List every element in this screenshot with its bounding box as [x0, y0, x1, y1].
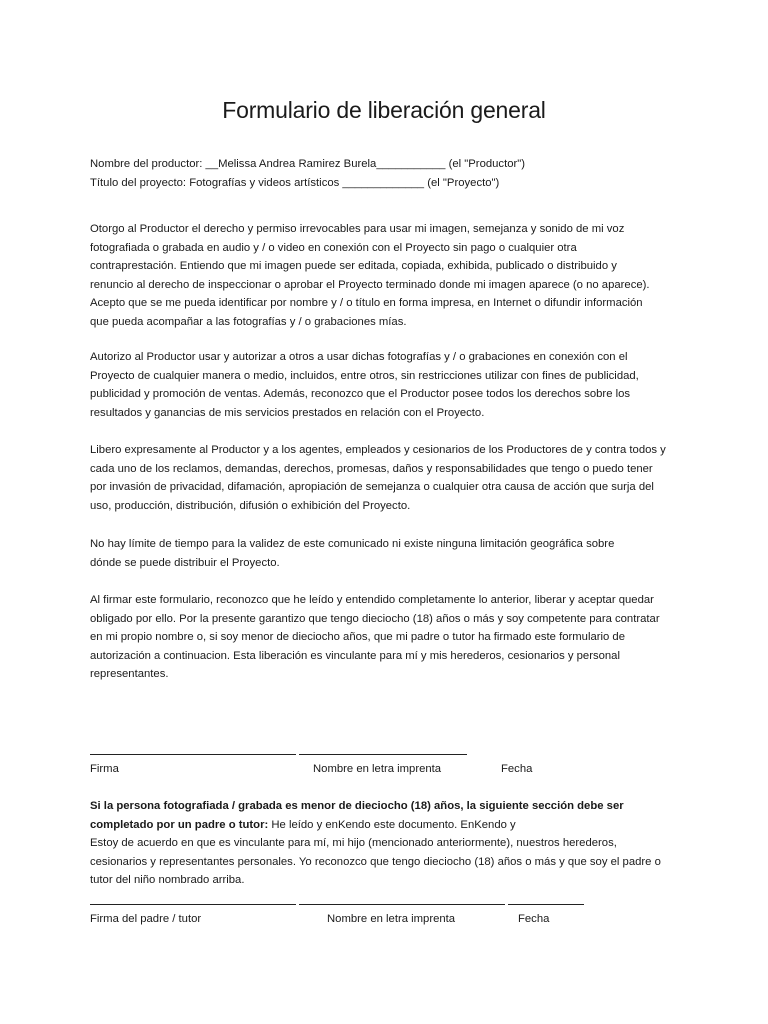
paragraph-acknowledgement	[90, 591, 660, 684]
paragraph-line: Libero expresamente al Productor y a los agentes, empleados y cesionarios de los Productores de y contra todos y	[90, 444, 666, 456]
paragraph-grant-rights	[90, 220, 650, 332]
project-title-line: Título del proyecto: Fotografías y videos artísticos _____________ (el "Proyecto")	[90, 177, 500, 189]
paragraph-line: renuncio al derecho de inspeccionar o aprobar el Proyecto terminado donde mi imagen aparece (o no aparece).	[90, 278, 650, 291]
paragraph-line: publicidad y promoción de ventas. Además, reconozco que el Productor posee todos los derechos sobre los	[90, 388, 631, 401]
paragraph-line: que pueda acompañar a las fotografías y / o grabaciones mías.	[90, 315, 407, 328]
paragraph-line: Estoy de acuerdo en que es vinculante para mí, mi hijo (mencionado anteriormente), nuestros herederos,	[90, 837, 617, 850]
guardian-signature-label: Firma del padre / tutor	[90, 913, 202, 925]
signature-label: Firma	[90, 763, 119, 775]
paragraph-line: No hay límite de tiempo para la validez de este comunicado ni existe ninguna limitación geográfica sobre	[90, 538, 615, 550]
guardian-printed-name-line[interactable]	[299, 904, 505, 905]
printed-name-label: Nombre en letra imprenta	[313, 763, 442, 775]
signature-line[interactable]	[90, 754, 296, 755]
paragraph-line: dónde se puede distribuir el Proyecto.	[90, 556, 280, 569]
minor-section-heading-cont: completado por un padre o tutor:	[90, 818, 269, 831]
paragraph-line: representantes.	[90, 668, 169, 681]
paragraph-line: autorización a continuacion. Esta liberación es vinculante para mí y mis herederos, cesionarios y personal	[90, 649, 620, 662]
paragraph-line: cada uno de los reclamos, demandas, derechos, promesas, daños y responsabilidades que tengo o puedo tener	[90, 462, 653, 475]
paragraph-time-limit	[90, 535, 614, 572]
paragraph-line: obligado por ello. Por la presente garantizo que tengo dieciocho (18) años o más y soy competente para contratar	[90, 612, 660, 625]
paragraph-line: cesionarios y representantes personales. Yo reconozco que tengo dieciocho (18) años o más y que soy el padre o	[90, 855, 661, 868]
guardian-date-label: Fecha	[518, 913, 550, 925]
paragraph-line: contraprestación. Entiendo que mi imagen puede ser editada, copiada, exhibida, publicado o distribuido y	[90, 260, 617, 273]
paragraph-line: por invasión de privacidad, difamación, apropiación de semejanza o cualquier otra causa de acción que surja del	[90, 481, 654, 494]
minor-section-heading: Si la persona fotografiada / grabada es menor de dieciocho (18) años, la siguiente sección debe ser	[90, 800, 624, 812]
producer-name-line: Nombre del productor: __Melissa Andrea Ramirez Burela___________ (el "Productor")	[90, 158, 526, 170]
paragraph-line: en mi propio nombre o, si soy menor de dieciocho años, que mi padre o tutor ha firmado este formulario de	[90, 631, 626, 644]
paragraph-release-claims	[90, 441, 666, 515]
paragraph-line: Otorgo al Productor el derecho y permiso irrevocables para usar mi imagen, semejanza y sonido de mi voz	[90, 223, 625, 235]
minor-section	[90, 797, 661, 890]
date-label: Fecha	[501, 763, 533, 775]
page-title: Formulario de liberación general	[222, 97, 546, 123]
paragraph-authorization	[90, 348, 639, 422]
guardian-date-line[interactable]	[508, 904, 584, 905]
minor-section-line	[90, 816, 661, 835]
paragraph-line: fotografiada o grabada en audio y / o video en conexión con el Proyecto sin pago o cualquier otra	[90, 241, 577, 254]
paragraph-line: tutor del niño nombrado arriba.	[90, 874, 245, 887]
guardian-printed-name-label: Nombre en letra imprenta	[327, 913, 456, 925]
guardian-signature-line[interactable]	[90, 904, 296, 905]
printed-name-line[interactable]	[299, 754, 467, 755]
paragraph-line: Autorizo al Productor usar y autorizar a otros a usar dichas fotografías y / o grabaciones en conexión con el	[90, 351, 628, 363]
paragraph-line: Proyecto de cualquier manera o medio, incluidos, entre otros, sin restricciones utilizar con fines de publicidad,	[90, 369, 639, 382]
paragraph-line: Al firmar este formulario, reconozco que he leído y entendido completamente lo anterior, liberar y aceptar quedar	[90, 594, 654, 606]
paragraph-line: resultados y ganancias de mis servicios prestados en relación con el Proyecto.	[90, 406, 485, 419]
minor-section-text: He leído y enKendo este documento. EnKendo y	[268, 818, 516, 831]
paragraph-line: uso, producción, distribución, difusión o exhibición del Proyecto.	[90, 499, 411, 512]
paragraph-line: Acepto que se me pueda identificar por nombre y / o título en forma impresa, en Internet o difundir información	[90, 297, 643, 310]
